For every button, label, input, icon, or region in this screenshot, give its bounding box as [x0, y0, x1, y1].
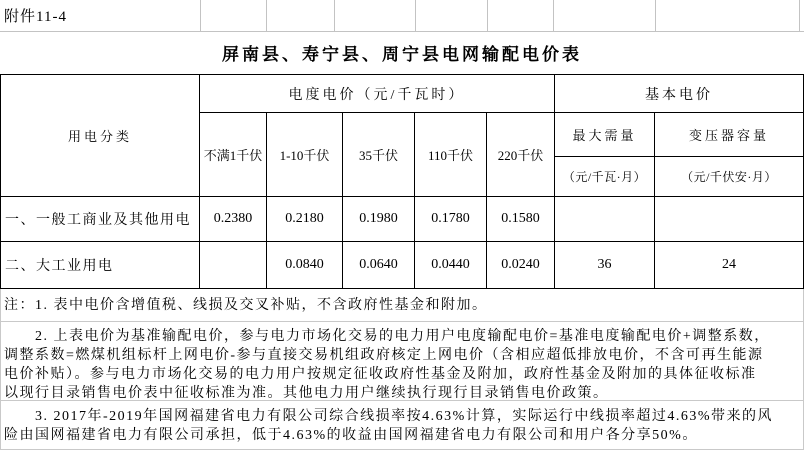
- row2-price-35kv: 0.0640: [343, 242, 415, 288]
- row1-price-110kv: 0.1780: [415, 197, 487, 242]
- header-max-demand-unit: （元/千瓦·月）: [555, 157, 655, 197]
- gridline-vertical: [266, 0, 267, 31]
- row2-price-220kv: 0.0240: [487, 242, 555, 288]
- gridline-vertical: [799, 0, 800, 31]
- row1-max-demand: [555, 197, 655, 242]
- note-2-line: 以现行目录销售电价表中征收标准为准。其他电力用户继续执行现行目录销售电价政策。: [4, 386, 609, 401]
- gridline-vertical: [553, 0, 554, 31]
- row2-transformer-capacity: 24: [722, 257, 736, 272]
- header-category: 用电分类: [1, 75, 200, 197]
- header-transformer-capacity-unit: （元/千伏安·月）: [655, 157, 803, 197]
- row1-price-35kv: 0.1980: [343, 197, 415, 242]
- row1-price-under1kv: 0.2380: [200, 197, 267, 242]
- header-transformer-capacity: 变压器容量: [655, 113, 803, 157]
- row1-transformer-capacity: [655, 197, 803, 242]
- gridline-vertical: [487, 0, 488, 31]
- row2-category: 二、大工业用电: [1, 242, 200, 288]
- row2-price-under1kv: [200, 242, 267, 288]
- row2-max-demand: 36: [555, 242, 655, 288]
- header-voltage-110kv: 110千伏: [415, 113, 487, 197]
- header-voltage-under1kv: 不满1千伏: [200, 113, 267, 197]
- row1-price-220kv: 0.1580: [487, 197, 555, 242]
- note-1-line: 注：1. 表中电价含增值税、线损及交叉补贴，不含政府性基金和附加。: [4, 298, 488, 313]
- row1-category: 一、一般工商业及其他用电: [1, 197, 200, 242]
- header-voltage-1-10kv: 1-10千伏: [267, 113, 343, 197]
- note-3-line: 3. 2017年-2019年国网福建省电力有限公司综合线损率按4.63%计算，实际运行中线损率超过4.63%带来的风: [4, 409, 773, 424]
- gridline-vertical: [334, 0, 335, 31]
- note-2-line: 2. 上表电价为基准输配电价，参与电力市场化交易的电力用户电度输配电价=基准电度输配电价+调整系数，: [4, 329, 770, 344]
- attachment-label: 附件11-4: [4, 9, 67, 25]
- gridline-vertical: [415, 0, 416, 31]
- note-2-line: 调整系数=燃煤机组标杆上网电价-参与直接交易机组政府核定上网电价（含相应超低排放电价，不含可再生能源: [4, 348, 764, 363]
- note-3: [1, 401, 803, 450]
- note-1: [1, 289, 803, 322]
- gridline-vertical: [655, 0, 656, 31]
- row2-price-110kv: 0.0440: [415, 242, 487, 288]
- price-table: [0, 74, 804, 289]
- attachment-row: [0, 0, 804, 31]
- row2-price-1-10kv: 0.0840: [267, 242, 343, 288]
- header-max-demand: 最大需量: [555, 113, 655, 157]
- note-2-line: 电价补贴）。参与电力市场化交易的电力用户按规定征收政府性基金及附加，政府性基金及附加的具体征收标准: [4, 367, 757, 382]
- row1-price-1-10kv: 0.2180: [267, 197, 343, 242]
- header-energy-price-group: 电度电价（元/千瓦时）: [200, 75, 555, 113]
- notes-section: [0, 289, 804, 450]
- page-title: 屏南县、寿宁县、周宁县电网输配电价表: [222, 45, 582, 64]
- gridline-vertical: [200, 0, 201, 31]
- note-3-line: 险由国网福建省电力有限公司承担，低于4.63%的收益由国网福建省电力有限公司和用户各分享50%。: [4, 428, 698, 443]
- note-2: [1, 322, 803, 401]
- header-voltage-35kv: 35千伏: [343, 113, 415, 197]
- header-voltage-220kv: 220千伏: [487, 113, 555, 197]
- header-basic-price-group: 基本电价: [555, 75, 803, 113]
